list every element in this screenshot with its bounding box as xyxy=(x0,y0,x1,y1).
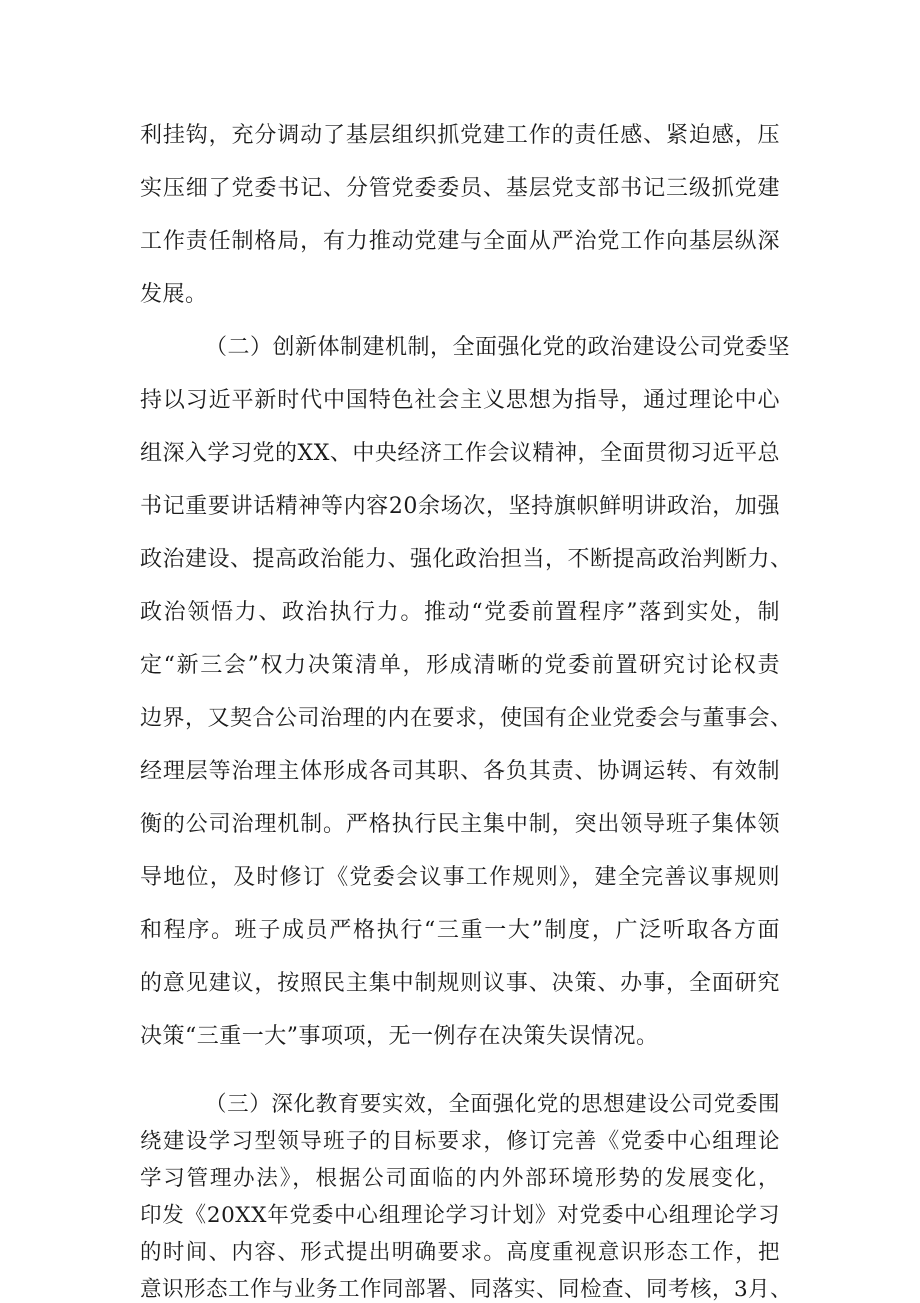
text-line: 定“新三会”权力决策清单，形成清晰的党委前置研究讨论权责 xyxy=(140,653,780,678)
text-line: 经理层等治理主体形成各司其职、各负其责、协调运转、有效制 xyxy=(140,759,780,784)
text-line: （二）创新体制建机制，全面强化党的政治建设公司党委坚 xyxy=(205,335,791,360)
text-line: 意识形态工作与业务工作同部署、同落实、同检查、同考核，3月、 xyxy=(140,1277,793,1302)
text-line: 工作责任制格局，有力推动党建与全面从严治党工作向基层纵深 xyxy=(140,229,780,254)
text-line: 持以习近平新时代中国特色社会主义思想为指导，通过理论中心 xyxy=(140,388,780,413)
text-line: 的时间、内容、形式提出明确要求。高度重视意识形态工作，把 xyxy=(140,1240,780,1265)
text-line: 导地位，及时修订《党委会议事工作规则》，建全完善议事规则 xyxy=(140,865,780,890)
text-line: 衡的公司治理机制。严格执行民主集中制，突出领导班子集体领 xyxy=(140,812,780,837)
text-line: 绕建设学习型领导班子的目标要求，修订完善《党委中心组理论 xyxy=(140,1129,780,1154)
text-line: 发展。 xyxy=(140,282,208,307)
text-line: （三）深化教育要实效，全面强化党的思想建设公司党委围 xyxy=(205,1092,780,1117)
text-line: 边界，又契合公司治理的内在要求，使国有企业党委会与董事会、 xyxy=(140,706,793,731)
text-line: 和程序。班子成员严格执行“三重一大”制度，广泛听取各方面 xyxy=(140,918,780,943)
text-line: 学习管理办法》，根据公司面临的内外部环境形势的发展变化， xyxy=(140,1166,780,1191)
text-line: 的意见建议，按照民主集中制规则议事、决策、办事，全面研究 xyxy=(140,971,780,996)
text-line: 书记重要讲话精神等内容20余场次，坚持旗帜鲜明讲政治，加强 xyxy=(140,494,780,519)
text-line: 决策“三重一大”事项项，无一例存在决策失误情况。 xyxy=(140,1024,659,1049)
text-line: 组深入学习党的XX、中央经济工作会议精神，全面贯彻习近平总 xyxy=(140,441,780,466)
text-line: 实压细了党委书记、分管党委委员、基层党支部书记三级抓党建 xyxy=(140,176,780,201)
text-line: 政治领悟力、政治执行力。推动“党委前置程序”落到实处，制 xyxy=(140,600,780,625)
text-line: 政治建设、提高政治能力、强化政治担当，不断提高政治判断力、 xyxy=(140,547,793,572)
text-line: 印发《20XX年党委中心组理论学习计划》对党委中心组理论学习 xyxy=(140,1203,780,1228)
text-line: 利挂钩，充分调动了基层组织抓党建工作的责任感、紧迫感，压 xyxy=(140,123,780,148)
